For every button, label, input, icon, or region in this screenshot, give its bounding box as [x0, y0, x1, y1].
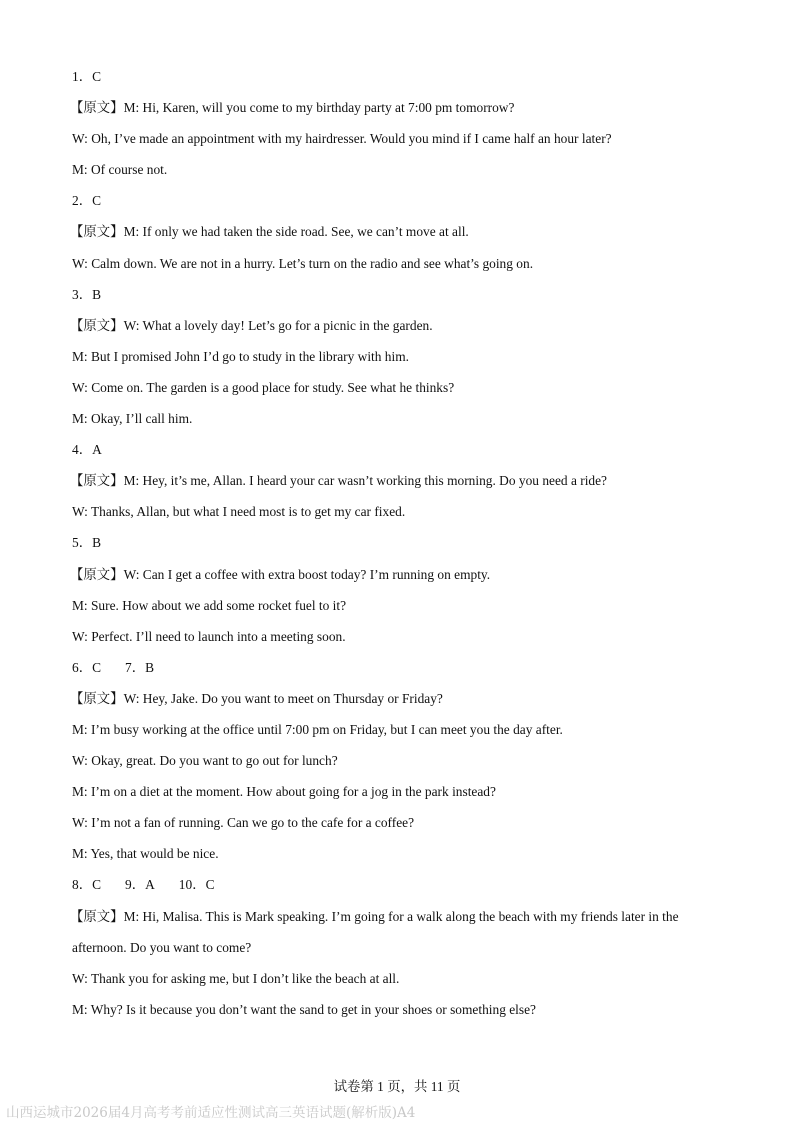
transcript-line [72, 501, 722, 532]
transcript-text: W: Thanks, Allan, but what I need most is to get my car fixed. [72, 504, 406, 520]
transcript-text: M: Hi, Malisa. This is Mark speaking. I’m going for a walk along the beach with my friends later in the [123, 908, 679, 924]
answer-line [72, 66, 722, 97]
transcript-text: afternoon. Do you want to come? [72, 939, 252, 955]
answer-key: 8．C [72, 877, 102, 893]
transcript-text: M: Hi, Karen, will you come to my birthday party at 7:00 pm tomorrow? [123, 100, 515, 116]
transcript-tag: 【原文】 [70, 566, 124, 582]
answer-line [72, 284, 722, 315]
transcript-text: M: But I promised John I’d go to study in the library with him. [72, 348, 409, 364]
answer-line [72, 532, 722, 563]
transcript-text: W: Okay, great. Do you want to go out for lunch? [72, 753, 338, 769]
transcript-text: M: Hey, it’s me, Allan. I heard your car wasn’t working this morning. Do you need a ride? [123, 473, 608, 489]
answer-line [72, 190, 722, 221]
transcript-text: M: Sure. How about we add some rocket fuel to it? [72, 597, 347, 613]
transcript-line [72, 346, 722, 377]
transcript-text: W: Come on. The garden is a good place for study. See what he thinks? [72, 379, 455, 395]
transcript-text: M: I’m on a diet at the moment. How about going for a jog in the park instead? [72, 784, 496, 800]
transcript-text: M: I’m busy working at the office until 7:00 pm on Friday, but I can meet you the day after. [72, 721, 563, 737]
transcript-line [72, 719, 722, 750]
answer-key: 5．B [72, 535, 102, 551]
transcript-text: W: Hey, Jake. Do you want to meet on Thursday or Friday? [123, 690, 443, 706]
transcript-line [72, 470, 722, 501]
transcript-text: M: Yes, that would be nice. [72, 846, 219, 862]
answer-line [72, 439, 722, 470]
transcript-tag: 【原文】 [70, 317, 124, 333]
transcript-tag: 【原文】 [70, 690, 124, 706]
transcript-text: W: What a lovely day! Let’s go for a picnic in the garden. [123, 317, 433, 333]
transcript-line [72, 999, 722, 1030]
transcript-tag: 【原文】 [70, 908, 124, 924]
transcript-line [72, 159, 722, 190]
page-footer: 试卷第 1 页，共 11 页 [333, 1079, 461, 1094]
transcript-line [72, 937, 722, 968]
transcript-tag: 【原文】 [70, 224, 124, 240]
document-body [72, 66, 722, 1030]
answer-line [72, 874, 722, 905]
answer-key: 6．C [72, 659, 102, 675]
answer-line [72, 657, 722, 688]
transcript-line [72, 812, 722, 843]
transcript-line [72, 906, 722, 937]
answer-key: 9．A [125, 877, 155, 893]
transcript-text: W: Thank you for asking me, but I don’t like the beach at all. [72, 970, 400, 986]
transcript-line [72, 377, 722, 408]
transcript-line [72, 408, 722, 439]
transcript-text: M: If only we had taken the side road. See, we can’t move at all. [123, 224, 469, 240]
transcript-line [72, 97, 722, 128]
transcript-line [72, 688, 722, 719]
answer-key: 3．B [72, 286, 102, 302]
answer-key: 1．C [72, 69, 102, 84]
transcript-text: W: Calm down. We are not in a hurry. Let’s turn on the radio and see what’s going on. [72, 255, 534, 271]
transcript-text: W: Perfect. I’ll need to launch into a meeting soon. [72, 628, 346, 644]
transcript-line [72, 781, 722, 812]
transcript-text: M: Of course not. [72, 162, 168, 178]
transcript-line [72, 221, 722, 252]
transcript-tag: 【原文】 [70, 473, 124, 489]
transcript-text: M: Okay, I’ll call him. [72, 411, 193, 427]
transcript-line [72, 595, 722, 626]
transcript-text: W: I’m not a fan of running. Can we go to the cafe for a coffee? [72, 815, 415, 831]
answer-key: 4．A [72, 442, 102, 458]
transcript-line [72, 253, 722, 284]
transcript-line [72, 843, 722, 874]
watermark-text: 山西运城市2026届4月高考考前适应性测试高三英语试题(解析版)A4 [6, 1105, 416, 1121]
answer-key: 2．C [72, 193, 102, 209]
transcript-line [72, 750, 722, 781]
transcript-line [72, 968, 722, 999]
transcript-text: M: Why? Is it because you don’t want the sand to get in your shoes or something else? [72, 1001, 536, 1017]
transcript-line [72, 626, 722, 657]
transcript-text: W: Oh, I’ve made an appointment with my hairdresser. Would you mind if I came half an hour later? [72, 131, 612, 147]
transcript-tag: 【原文】 [70, 100, 124, 116]
transcript-text: W: Can I get a coffee with extra boost today? I’m running on empty. [123, 566, 491, 582]
answer-key: 10．C [178, 877, 215, 893]
transcript-line [72, 564, 722, 595]
answer-key: 7．B [125, 659, 155, 675]
transcript-line [72, 128, 722, 159]
transcript-line [72, 315, 722, 346]
